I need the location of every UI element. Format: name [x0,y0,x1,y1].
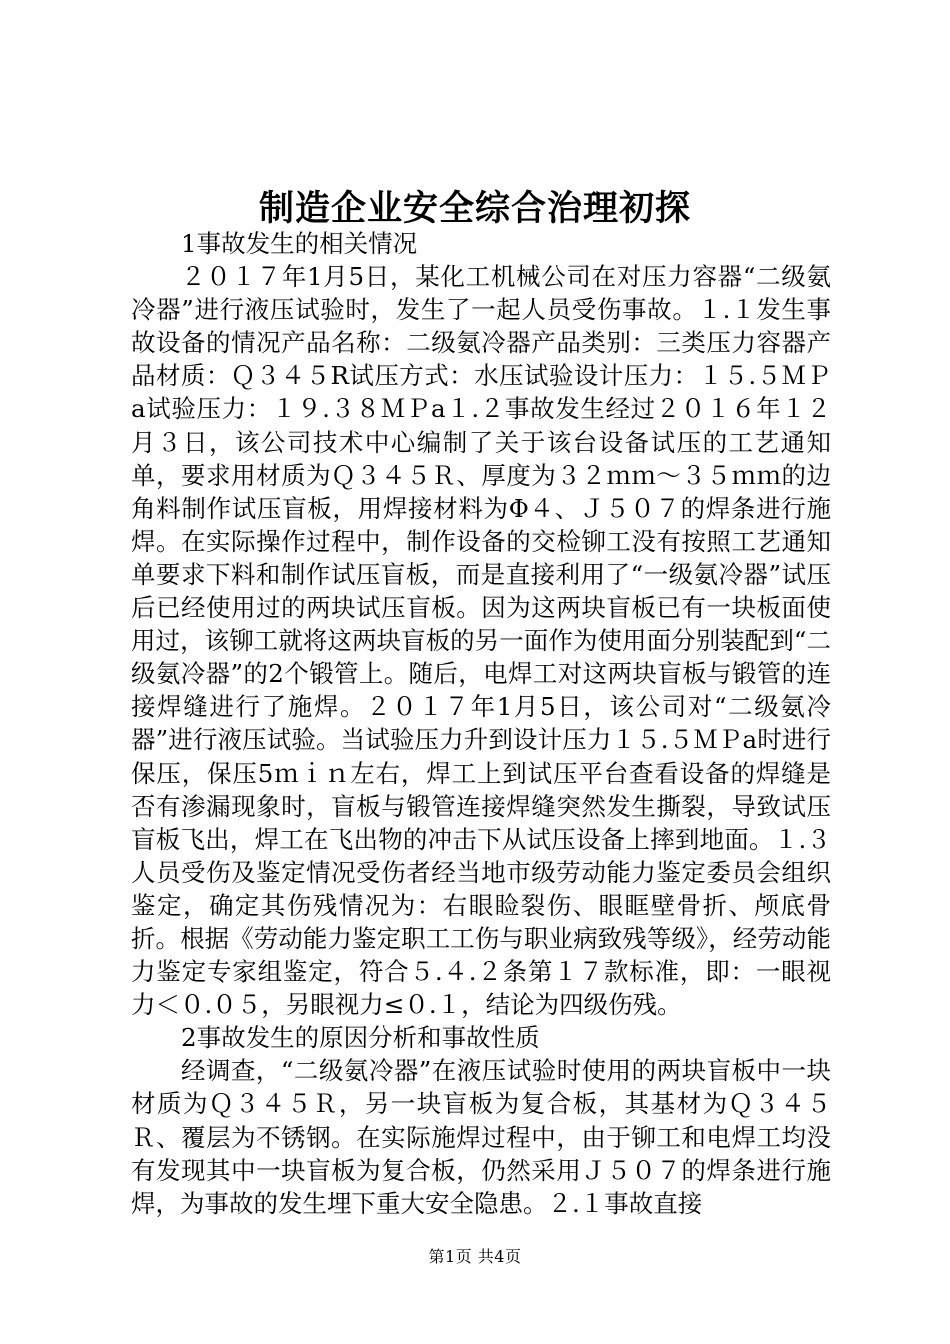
document-title: 制造企业安全综合治理初探 [258,188,691,229]
section-heading-1: 1事故发生的相关情况 [181,229,418,258]
document-body [131,227,831,1220]
page-number-footer: 第1页 共4页 [428,1247,522,1266]
section-paragraph-2: 经调查，“二级氨冷器”在液压试验时使用的两块盲板中一块材质为Ｑ３４５Ｒ，另一块盲板为复合板，其基材为Ｑ３４５Ｒ、覆层为不锈钢。在实际施焊过程中，由于铆工和电焊工均没有发现其中一块盲板为复合板，仍然采用Ｊ５０７的焊条进行施焊，为事故的发生埋下重大安全隐患。２.１事故直接 [131,1056,831,1218]
section-paragraph-1: ２０１７年1月5日，某化工机械公司在对压力容器“二级氨冷器”进行液压试验时，发生了一起人员受伤事故。１.１发生事故设备的情况产品名称：二级氨冷器产品类别：三类压力容器产品材质：Ｑ３４５R试压方式：水压试验设计压力：１５.５ＭＰa试验压力：１９.３８ＭＰa１.２事故发生经过２０１６年１２月３日，该公司技术中心编制了关于该台设备试压的工艺通知单，要求用材质为Ｑ３４５Ｒ、厚度为３２ｍｍ～３５ｍｍ的边角料制作试压盲板，用焊接材料为Φ４、Ｊ５０７的焊条进行施焊。在实际操作过程中，制作设备的交检铆工没有按照工艺通知单要求下料和制作试压盲板，而是直接利用了“一级氨冷器”试压后已经使用过的两块试压盲板。因为这两块盲板已有一块板面使用过，该铆工就将这两块盲板的另一面作为使用面分别装配到“二级氨冷器”的2个锻管上。随后，电焊工对这两块盲板与锻管的连接焊缝进行了施焊。２０１７年1月5日，该公司对“二级氨冷器”进行液压试验。当试验压力升到设计压力１５.５ＭＰa时进行保压，保压5ｍｉｎ左右，焊工上到试压平台查看设备的焊缝是否有渗漏现象时，盲板与锻管连接焊缝突然发生撕裂，导致试压盲板飞出，焊工在飞出物的冲击下从试压设备上摔到地面。１.３人员受伤及鉴定情况受伤者经当地市级劳动能力鉴定委员会组织鉴定，确定其伤残情况为：右眼睑裂伤、眼眶壁骨折、颅底骨折。根据《劳动能力鉴定职工工伤与职业病致残等级》，经劳动能力鉴定专家组鉴定，符合５.４.２条第１７款标准，即：一眼视力＜０.０５，另眼视力≤０.１，结论为四级伤残。 [131,262,831,1020]
section-heading-2: 2事故发生的原因分析和事故性质 [181,1023,540,1053]
